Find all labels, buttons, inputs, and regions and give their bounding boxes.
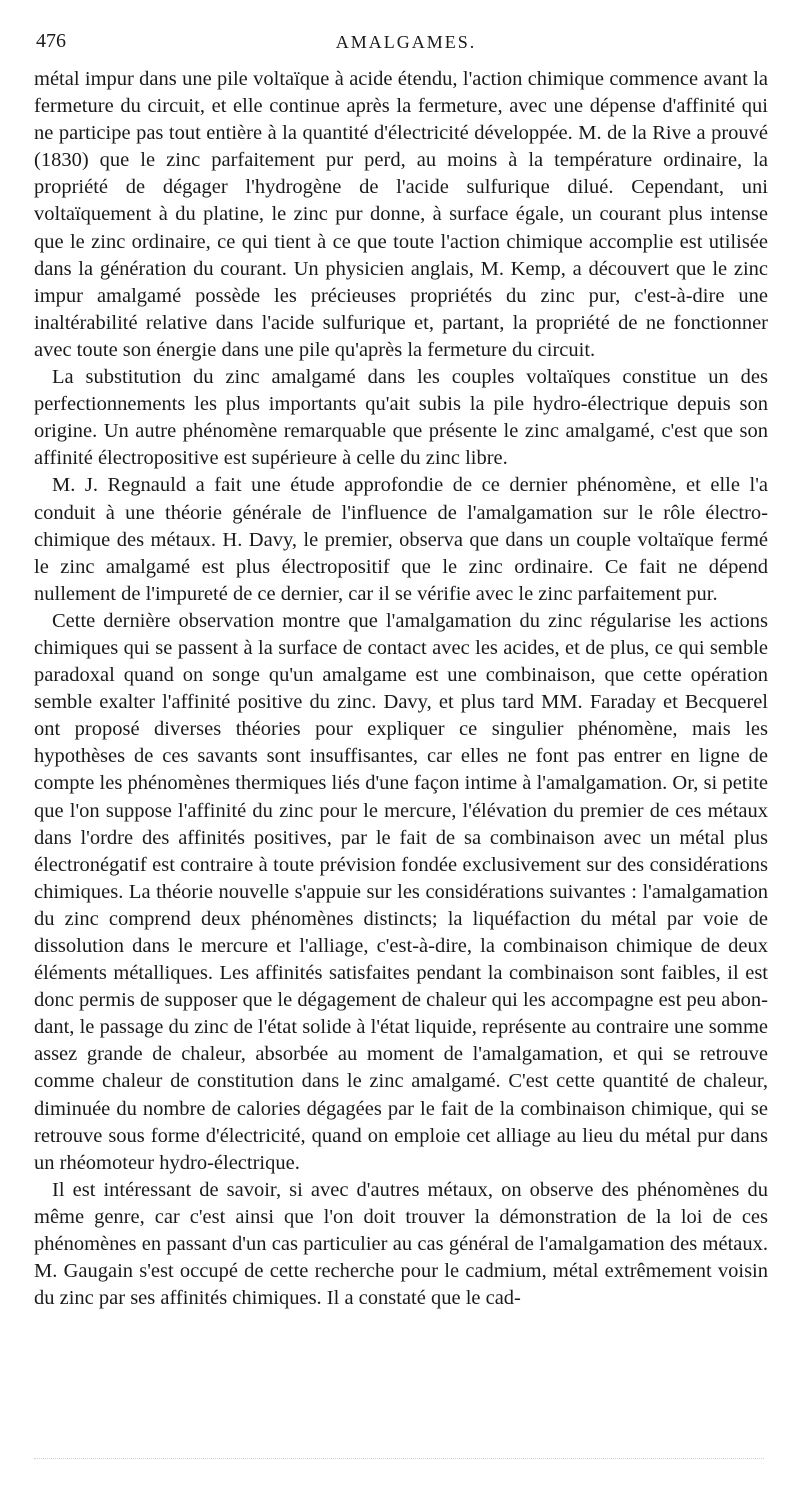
- paragraph: Il est intéressant de savoir, si avec d'autres métaux, on observe des phénomènes du même genre, car c'est ainsi que l'on doit trouver la démonstration de la loi de ces phénomènes en passant d'un cas particulier au cas général de l'amalgamation des métaux. M. Gaugain s'est occupé de cette recherche pour le cadmium, métal extrêmement voisin du zinc par ses affinités chimiques. Il a constaté que le cad-: [34, 1178, 768, 1310]
- page-number: 476: [36, 30, 66, 52]
- paragraph: Cette dernière observation montre que l'amalgamation du zinc régularise les actions chimiques qui se passent à la surface de contact avec les acides, et de plus, ce qui semble paradoxal quand on songe qu'un amalgame est une combinaison, que cette opération semble exalter l'affinité positive du zinc. Davy, et plus tard MM. Faraday et Becquerel ont proposé diverses théories pour expliquer ce singulier phénomène, mais les hypothèses de ces savants sont insuffisantes, car elles ne font pas entrer en ligne de compte les phénomènes thermiques liés d'une façon intime à l'amalgamation. Or, si petite que l'on suppose l'affinité du zinc pour le mercure, l'élévation du premier de ces métaux dans l'ordre des affinités positives, par le fait de sa combinaison avec un métal plus électronégatif est contraire à toute prévision fondée exclusivement sur des considérations chimiques. La théorie nouvelle s'appuie sur les considérations suivantes : l'amalgamation du zinc comprend deux phénomènes distincts; la liquéfaction du métal par voie de dissolution dans le mercure et l'alliage, c'est-à-dire, la combinaison chimique de deux éléments métalliques. Les affinités satisfaites pendant la combinaison sont faibles, il est donc permis de supposer que le dégagement de chaleur qui les accompagne est peu abondant, le passage du zinc de l'état solide à l'état liquide, représente au contraire une somme assez grande de chaleur, absorbée au moment de l'amalgamation, et qui se retrouve comme chaleur de constitution dans le zinc amalgamé. C'est cette quantité de chaleur, diminuée du nombre de calories dégagées par le fait de la combinaison chimique, qui se retrouve sous forme d'électricité, quand on emploie cet alliage au lieu du métal pur dans un rhéomoteur hydro-électrique.: [34, 609, 768, 1174]
- paragraph: M. J. Regnauld a fait une étude approfondie de ce dernier phénomène, et elle l'a conduit à une théorie générale de l'influence de l'amalgamation sur le rôle électro-chimique des métaux. H. Davy, le premier, observa que dans un couple voltaïque fermé le zinc amalgamé est plus électropositif que le zinc ordinaire. Ce fait ne dépend nullement de l'impureté de ce dernier, car il se vérifie avec le zinc parfaitement pur.: [34, 474, 768, 605]
- running-title: AMALGAMES.: [335, 32, 477, 52]
- paragraph-continuation: métal impur dans une pile voltaïque à acide étendu, l'action chimique commence avant la fermeture du circuit, et elle continue après la fermeture, avec une dépense d'affinité qui ne participe pas tout entière à la quantité d'électricité développée. M. de la Rive a prouvé (1830) que le zinc parfaitement pur perd, au moins à la température ordinaire, la propriété de dégager l'hydrogène de l'acide sulfurique dilué. Cependant, uni voltaïquement à du platine, le zinc pur donne, à surface égale, un courant plus intense que le zinc ordinaire, ce qui tient à ce que toute l'action chimique accomplie est utilisée dans la génération du courant. Un physicien anglais, M. Kemp, a découvert que le zinc impur amalgamé possède les précieuses propriétés du zinc pur, c'est-à-dire une inaltérabilité relative dans l'acide sulfurique et, partant, la propriété de ne fonctionner avec toute son énergie dans une pile qu'après la fermeture du circuit.: [34, 68, 768, 361]
- body-text: [34, 66, 768, 1312]
- scan-artifact-divider: [34, 1458, 764, 1463]
- paragraph: La substitution du zinc amalgamé dans les couples voltaïques constitue un des perfectionnements les plus importants qu'ait subis la pile hydro-électrique depuis son origine. Un autre phénomène remarquable que présente le zinc amalgamé, c'est que son affinité électropositive est supérieure à celle du zinc libre.: [34, 366, 768, 470]
- page-header: [36, 30, 776, 62]
